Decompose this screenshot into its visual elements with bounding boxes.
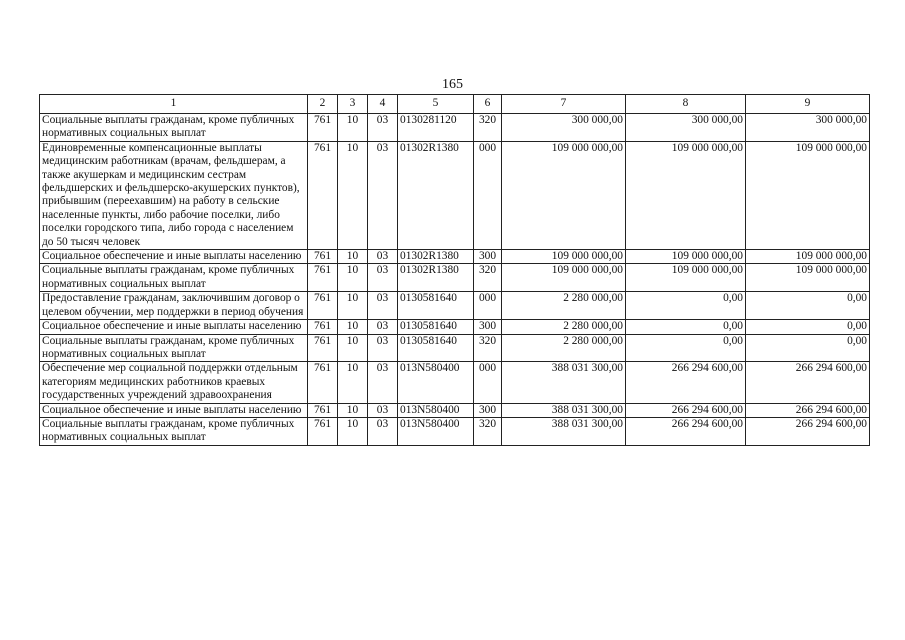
table-row <box>40 334 870 362</box>
row-expense-type-code: 000 <box>474 141 502 249</box>
row-amount-col7: 109 000 000,00 <box>502 141 626 249</box>
table-row <box>40 417 870 445</box>
column-header: 7 <box>502 95 626 114</box>
row-target-article-code: 01302R1380 <box>398 264 474 292</box>
table-row <box>40 250 870 264</box>
row-name: Социальное обеспечение и иные выплаты населению <box>40 320 308 334</box>
row-section-code: 10 <box>338 320 368 334</box>
row-amount-col8: 266 294 600,00 <box>626 403 746 417</box>
row-amount-col9: 109 000 000,00 <box>746 141 870 249</box>
row-subsection-code: 03 <box>368 264 398 292</box>
row-target-article-code: 013N580400 <box>398 403 474 417</box>
column-header: 4 <box>368 95 398 114</box>
row-section-code: 10 <box>338 250 368 264</box>
column-header: 2 <box>308 95 338 114</box>
header-row <box>40 95 870 114</box>
row-section-code: 10 <box>338 141 368 249</box>
row-target-article-code: 013N580400 <box>398 362 474 403</box>
row-amount-col9: 0,00 <box>746 292 870 320</box>
row-amount-col8: 0,00 <box>626 334 746 362</box>
row-subsection-code: 03 <box>368 114 398 142</box>
row-grbs-code: 761 <box>308 334 338 362</box>
table-row <box>40 114 870 142</box>
column-header: 1 <box>40 95 308 114</box>
row-subsection-code: 03 <box>368 141 398 249</box>
row-grbs-code: 761 <box>308 320 338 334</box>
row-amount-col8: 109 000 000,00 <box>626 250 746 264</box>
column-header: 3 <box>338 95 368 114</box>
table-row <box>40 320 870 334</box>
row-grbs-code: 761 <box>308 292 338 320</box>
row-section-code: 10 <box>338 264 368 292</box>
row-name: Социальное обеспечение и иные выплаты населению <box>40 403 308 417</box>
row-expense-type-code: 000 <box>474 362 502 403</box>
row-subsection-code: 03 <box>368 417 398 445</box>
row-amount-col7: 109 000 000,00 <box>502 250 626 264</box>
table-row <box>40 362 870 403</box>
row-amount-col8: 109 000 000,00 <box>626 141 746 249</box>
row-amount-col8: 266 294 600,00 <box>626 417 746 445</box>
row-subsection-code: 03 <box>368 334 398 362</box>
row-grbs-code: 761 <box>308 114 338 142</box>
row-name: Социальные выплаты гражданам, кроме публичных нормативных социальных выплат <box>40 334 308 362</box>
row-subsection-code: 03 <box>368 250 398 264</box>
row-amount-col9: 266 294 600,00 <box>746 417 870 445</box>
row-section-code: 10 <box>338 403 368 417</box>
row-name: Предоставление гражданам, заключившим договор о целевом обучении, мер поддержки в период обучения <box>40 292 308 320</box>
table-row <box>40 264 870 292</box>
row-amount-col7: 2 280 000,00 <box>502 334 626 362</box>
row-grbs-code: 761 <box>308 264 338 292</box>
row-amount-col9: 109 000 000,00 <box>746 250 870 264</box>
row-target-article-code: 01302R1380 <box>398 250 474 264</box>
row-expense-type-code: 300 <box>474 320 502 334</box>
row-expense-type-code: 300 <box>474 250 502 264</box>
row-amount-col9: 300 000,00 <box>746 114 870 142</box>
row-expense-type-code: 320 <box>474 334 502 362</box>
row-amount-col7: 2 280 000,00 <box>502 292 626 320</box>
budget-table <box>39 94 870 446</box>
row-name: Социальные выплаты гражданам, кроме публичных нормативных социальных выплат <box>40 114 308 142</box>
row-name: Социальные выплаты гражданам, кроме публичных нормативных социальных выплат <box>40 417 308 445</box>
row-section-code: 10 <box>338 114 368 142</box>
table-row <box>40 141 870 249</box>
row-target-article-code: 013N580400 <box>398 417 474 445</box>
row-grbs-code: 761 <box>308 250 338 264</box>
column-header: 6 <box>474 95 502 114</box>
row-section-code: 10 <box>338 362 368 403</box>
row-subsection-code: 03 <box>368 292 398 320</box>
row-subsection-code: 03 <box>368 320 398 334</box>
row-amount-col7: 2 280 000,00 <box>502 320 626 334</box>
row-section-code: 10 <box>338 292 368 320</box>
row-name: Обеспечение мер социальной поддержки отдельным категориям медицинских работников краевых государственных учреждений здравоохранения <box>40 362 308 403</box>
row-name: Социальное обеспечение и иные выплаты населению <box>40 250 308 264</box>
row-target-article-code: 0130581640 <box>398 320 474 334</box>
row-amount-col8: 109 000 000,00 <box>626 264 746 292</box>
row-grbs-code: 761 <box>308 362 338 403</box>
row-amount-col9: 266 294 600,00 <box>746 403 870 417</box>
row-target-article-code: 01302R1380 <box>398 141 474 249</box>
table-body <box>40 114 870 446</box>
row-amount-col9: 0,00 <box>746 320 870 334</box>
row-amount-col7: 388 031 300,00 <box>502 417 626 445</box>
row-expense-type-code: 320 <box>474 114 502 142</box>
row-amount-col8: 0,00 <box>626 292 746 320</box>
row-amount-col7: 109 000 000,00 <box>502 264 626 292</box>
column-header: 5 <box>398 95 474 114</box>
row-grbs-code: 761 <box>308 403 338 417</box>
row-amount-col8: 300 000,00 <box>626 114 746 142</box>
row-subsection-code: 03 <box>368 362 398 403</box>
row-expense-type-code: 320 <box>474 264 502 292</box>
row-target-article-code: 0130281120 <box>398 114 474 142</box>
row-amount-col7: 388 031 300,00 <box>502 362 626 403</box>
row-amount-col8: 0,00 <box>626 320 746 334</box>
table-row <box>40 292 870 320</box>
table-row <box>40 403 870 417</box>
row-grbs-code: 761 <box>308 417 338 445</box>
row-name: Социальные выплаты гражданам, кроме публичных нормативных социальных выплат <box>40 264 308 292</box>
row-amount-col9: 266 294 600,00 <box>746 362 870 403</box>
row-expense-type-code: 300 <box>474 403 502 417</box>
row-amount-col9: 0,00 <box>746 334 870 362</box>
row-section-code: 10 <box>338 334 368 362</box>
row-section-code: 10 <box>338 417 368 445</box>
row-target-article-code: 0130581640 <box>398 334 474 362</box>
row-amount-col7: 300 000,00 <box>502 114 626 142</box>
row-name: Единовременные компенсационные выплаты медицинским работникам (врачам, фельдшерам, а также акушеркам и медицинским сестрам фельдшерских и фельдшерско-акушерских пунктов), прибывшим (переехавшим) на работу в сельские населенные пункты, либо рабочие поселки, либо поселки городского типа, либо города с населением до 50 тысяч человек <box>40 141 308 249</box>
row-expense-type-code: 000 <box>474 292 502 320</box>
page-number: 165 <box>442 77 463 92</box>
row-subsection-code: 03 <box>368 403 398 417</box>
column-header: 8 <box>626 95 746 114</box>
row-amount-col8: 266 294 600,00 <box>626 362 746 403</box>
row-amount-col7: 388 031 300,00 <box>502 403 626 417</box>
column-header: 9 <box>746 95 870 114</box>
row-amount-col9: 109 000 000,00 <box>746 264 870 292</box>
row-grbs-code: 761 <box>308 141 338 249</box>
row-expense-type-code: 320 <box>474 417 502 445</box>
row-target-article-code: 0130581640 <box>398 292 474 320</box>
